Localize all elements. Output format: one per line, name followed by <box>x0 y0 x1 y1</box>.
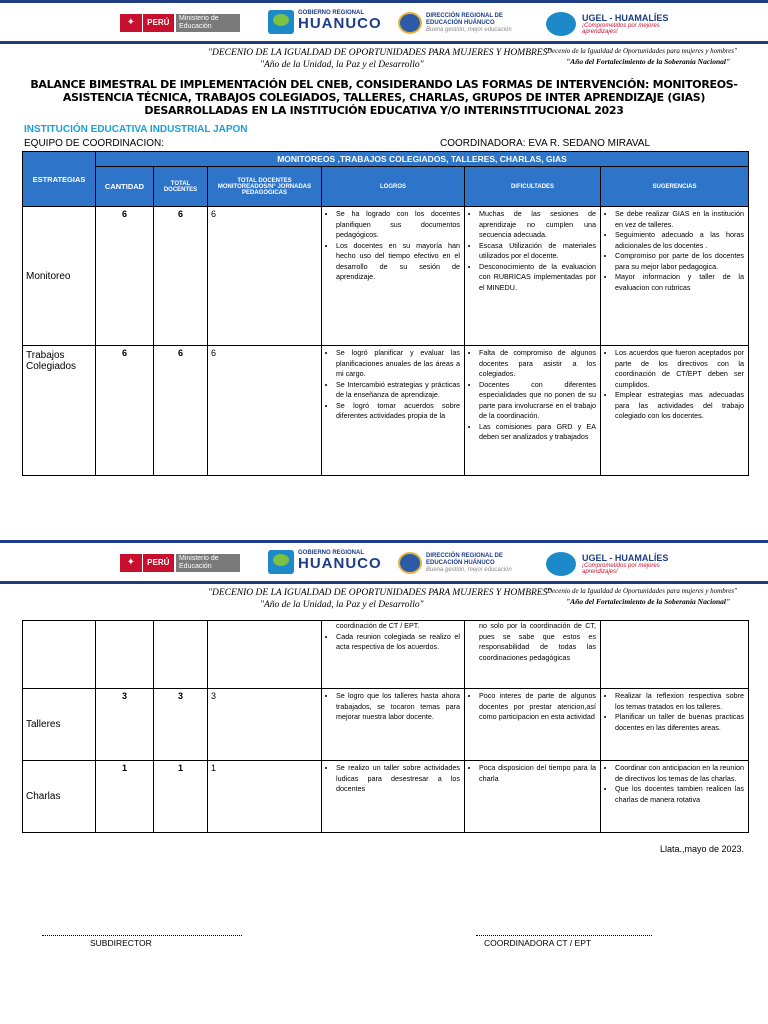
ugel-logo-icon <box>546 12 576 36</box>
signature-line-left <box>42 935 242 936</box>
document-page-2 <box>0 540 768 1024</box>
row-monitoreados: 6 <box>208 346 322 476</box>
list-item: • Que los docentes tambien realicen las charlas de manera rotativa <box>615 784 744 805</box>
ugel-logo-icon <box>546 552 576 576</box>
row-total: 3 <box>154 689 208 761</box>
gore-small-text: GOBIERNO REGIONAL <box>298 10 365 16</box>
dre-logo-text <box>426 13 534 34</box>
row-estrategia: Charlas <box>23 761 96 833</box>
table-row <box>23 621 749 689</box>
dre-slogan: Buena gestión, mejor educación <box>426 567 512 573</box>
list-item: • Realizar la reflexion respectiva sobre los temas tratados en los talleres. <box>615 691 744 712</box>
list-item: • Se debe realizar GIAS en la institución en vez de talleres. <box>615 209 744 230</box>
anio-right: "Año del Fortalecimiento de la Soberanía Nacional" <box>566 597 731 606</box>
minedu-logo: Ministerio de Educación <box>176 14 240 32</box>
dre-seal-icon <box>398 552 422 574</box>
list-item: • Mayor informacion y taller de la evaluacion con rubricas <box>615 272 744 293</box>
peru-logo <box>120 554 174 572</box>
row-total: 6 <box>154 207 208 346</box>
col-logros: LOGROS <box>322 167 465 207</box>
signature-line-right <box>476 935 652 936</box>
logo-bar <box>0 540 768 584</box>
document-page-1 <box>0 0 768 500</box>
list-item: • Coordinar con anticipacion en la reunion de directivos los temas de las charlas. <box>615 763 744 784</box>
ugel-logo-text <box>582 553 672 575</box>
institution-name: INSTITUCIÓN EDUCATIVA INDUSTRIAL JAPON <box>24 124 248 135</box>
gore-logo-text <box>298 550 382 571</box>
logo-bar-bottom-border <box>0 41 768 44</box>
col-estrategias: ESTRATEGIAS <box>23 152 96 207</box>
row-total: 6 <box>154 346 208 476</box>
logo-bar <box>0 0 768 44</box>
signature-coordinadora: COORDINADORA CT / EPT <box>484 938 592 948</box>
peru-logo <box>120 14 174 32</box>
row-estrategia: Trabajos Colegiados <box>23 346 96 476</box>
list-item: • Los acuerdos que fueron aceptados por parte de los directivos con la coordinación de CT/EPT deben ser cumplidos. <box>615 348 744 390</box>
peru-label: PERÚ <box>142 14 174 32</box>
peru-crest-icon: ✦ <box>120 14 142 32</box>
col-cantidad: CANTIDAD <box>96 167 154 207</box>
coordinator-label: COORDINADORA: EVA R. SEDANO MIRAVAL <box>440 138 651 149</box>
table-row <box>23 346 749 476</box>
col-sugerencias: SUGERENCIAS <box>601 167 749 207</box>
table-row <box>23 761 749 833</box>
list-item: • Docentes con diferentes especialidades que no ponen de su parte para involucrarse en el trabajo de la coordinación. <box>479 380 596 422</box>
ugel-logo-text <box>582 13 672 35</box>
col-total-monitoreados: TOTAL DOCENTES MONITOREADOS/N° JORNADAS PEDAGOGICAS <box>208 167 322 207</box>
row-logros <box>322 689 465 761</box>
list-item: • Seguimiento adecuado a las horas adicionales de los docentes . <box>615 230 744 251</box>
dre-logo-text <box>426 553 534 574</box>
group-header: MONITOREOS ,TRABAJOS COLEGIADOS, TALLERES, CHARLAS, GIAS <box>96 152 749 167</box>
row-dificultades <box>465 689 601 761</box>
place-date: Llata.,mayo de 2023. <box>660 844 745 854</box>
cont-sugerencias <box>601 621 749 689</box>
list-item: • Desconocimiento de la evaluacion con RUBRICAS implementadas por el MINEDU. <box>479 262 596 294</box>
ugel-name: UGEL - HUAMALÍES <box>582 553 669 563</box>
row-monitoreados: 1 <box>208 761 322 833</box>
list-item: • Muchas de las sesiones de aprendizaje no cumplen una secuencia adecuada. <box>479 209 596 241</box>
list-item: • Se ha logrado con los docentes planifiquen sus documentos pedagógicos. <box>336 209 460 241</box>
dre-slogan: Buena gestión, mejor educación <box>426 27 512 33</box>
dre-seal-icon <box>398 12 422 34</box>
page-gap <box>0 500 768 540</box>
table-row <box>23 689 749 761</box>
ugel-slogan: ¡Comprometidos por mejores aprendizajes! <box>582 563 660 575</box>
row-sugerencias <box>601 207 749 346</box>
list-item: • Poca disposicion del tiempo para la charla <box>479 763 596 784</box>
row-cantidad: 6 <box>96 207 154 346</box>
balance-table-page-1 <box>22 151 749 476</box>
col-total-docentes: TOTAL DOCENTES <box>154 167 208 207</box>
gore-logo-icon <box>268 550 294 574</box>
list-item: • Cada reunion colegiada se realizo el acta respectiva de los acuerdos. <box>336 632 460 653</box>
cont-monitoreados <box>208 621 322 689</box>
balance-table-page-2 <box>22 620 749 833</box>
row-monitoreados: 3 <box>208 689 322 761</box>
row-cantidad: 1 <box>96 761 154 833</box>
decenio-heading: "DECENIO DE LA IGUALDAD DE OPORTUNIDADES PARA MUJERES Y HOMBRES" <box>208 588 552 598</box>
list-item: • Compromiso por parte de los docentes para su mejor labor pedagogica. <box>615 251 744 272</box>
col-dificultades: DIFICULTADES <box>465 167 601 207</box>
table-row <box>23 207 749 346</box>
row-cantidad: 6 <box>96 346 154 476</box>
logo-bar-bottom-border <box>0 581 768 584</box>
row-logros <box>322 207 465 346</box>
list-item: • Se Intercambió estrategias y prácticas de la enseñanza de aprendizaje. <box>336 380 460 401</box>
signature-subdirector: SUBDIRECTOR <box>90 938 152 948</box>
peru-crest-icon: ✦ <box>120 554 142 572</box>
row-total: 1 <box>154 761 208 833</box>
cont-logros <box>322 621 465 689</box>
cont-estrategia <box>23 621 96 689</box>
anio-heading: "Año de la Unidad, la Paz y el Desarrollo" <box>260 600 424 610</box>
dre-name: DIRECCIÓN REGIONAL DE EDUCACIÓN HUÁNUCO <box>426 13 503 26</box>
list-item: • Planificar un taller de buenas practicas docentes en las diferentes areas. <box>615 712 744 733</box>
anio-right: "Año del Fortalecimiento de la Soberanía Nacional" <box>566 57 731 66</box>
cont-cantidad <box>96 621 154 689</box>
minedu-logo: Ministerio de Educación <box>176 554 240 572</box>
row-dificultades <box>465 346 601 476</box>
list-item: • Se logró planificar y evaluar las planificaciones anuales de las áreas a mi cargo. <box>336 348 460 380</box>
list-item: • Poco interes de parte de algunos docentes por prestar atencion,así como participacion en esta actividad <box>479 691 596 723</box>
row-estrategia: Monitoreo <box>23 207 96 346</box>
dre-name: DIRECCIÓN REGIONAL DE EDUCACIÓN HUÁNUCO <box>426 553 503 566</box>
gore-logo-icon <box>268 10 294 34</box>
list-item: • Los docentes en su mayoría han hecho uso del tiempo efectivo en el desarrollo de su sesión de aprendizaje. <box>336 241 460 283</box>
list-item: • Se logro que los talleres hasta ahora trabajados, se tocaron temas para mejorar nuestra labor docente. <box>336 691 460 723</box>
row-cantidad: 3 <box>96 689 154 761</box>
row-logros <box>322 761 465 833</box>
gore-small-text: GOBIERNO REGIONAL <box>298 550 365 556</box>
row-monitoreados: 6 <box>208 207 322 346</box>
list-item: • Las comisiones para GRD y EA deben ser analizados y trabajados <box>479 422 596 443</box>
team-label: EQUIPO DE COORDINACION: <box>24 138 165 149</box>
row-logros <box>322 346 465 476</box>
row-dificultades <box>465 207 601 346</box>
document-title: BALANCE BIMESTRAL DE IMPLEMENTACIÓN DEL CNEB, CONSIDERANDO LAS FORMAS DE INTERVENCIÓN: MONITOREOS-ASISTENCIA TÉCNICA, TRABAJOS COLEGIADOS, TALLERES, CHARLAS, GRUPOS DE INTER APRENDIZAJE (GIAS) DESARROLLADAS EN LA INSTITUCIÓN EDUCATIVA Y/O INTERINSTITUCIONAL 2023 <box>30 78 738 117</box>
list-item: no solo por la coordinación de CT, pues se sabe que estos es responsabilidad de todas las coordinaciones pedagógicas <box>479 621 596 662</box>
gore-logo-text <box>298 10 382 31</box>
logo-bar-top-border <box>0 540 768 543</box>
ugel-name: UGEL - HUAMALÍES <box>582 13 669 23</box>
row-sugerencias <box>601 346 749 476</box>
row-sugerencias <box>601 689 749 761</box>
row-sugerencias <box>601 761 749 833</box>
gore-big-text: HUANUCO <box>298 555 382 572</box>
cont-total <box>154 621 208 689</box>
list-item: • Escasa Utilización de materiales utilizados por el docente. <box>479 241 596 262</box>
list-item: • Falta de compromiso de algunos docentes para asistir a los colegiados. <box>479 348 596 380</box>
ugel-slogan: ¡Comprometidos por mejores aprendizajes! <box>582 23 660 35</box>
list-item: coordinación de CT / EPT. <box>336 621 420 630</box>
decenio-right: "Decenio de la Igualdad de Oportunidades para mujeres y hombres" <box>544 47 737 55</box>
row-estrategia: Talleres <box>23 689 96 761</box>
row-dificultades <box>465 761 601 833</box>
anio-heading: "Año de la Unidad, la Paz y el Desarrollo" <box>260 60 424 70</box>
gore-big-text: HUANUCO <box>298 15 382 32</box>
logo-bar-top-border <box>0 0 768 3</box>
decenio-right: "Decenio de la Igualdad de Oportunidades para mujeres y hombres" <box>544 587 737 595</box>
list-item: • Se logró tomar acuerdos sobre diferentes actividades propia de la <box>336 401 460 422</box>
decenio-heading: "DECENIO DE LA IGUALDAD DE OPORTUNIDADES PARA MUJERES Y HOMBRES" <box>208 48 552 58</box>
list-item: • Se realizo un taller sobre actividades ludicas para desestresar a los docentes <box>336 763 460 795</box>
peru-label: PERÚ <box>142 554 174 572</box>
cont-dificultades <box>465 621 601 689</box>
list-item: • Emplear estrategias mas adecuadas para las actividades del trabajo colegiado con los docentes. <box>615 390 744 422</box>
